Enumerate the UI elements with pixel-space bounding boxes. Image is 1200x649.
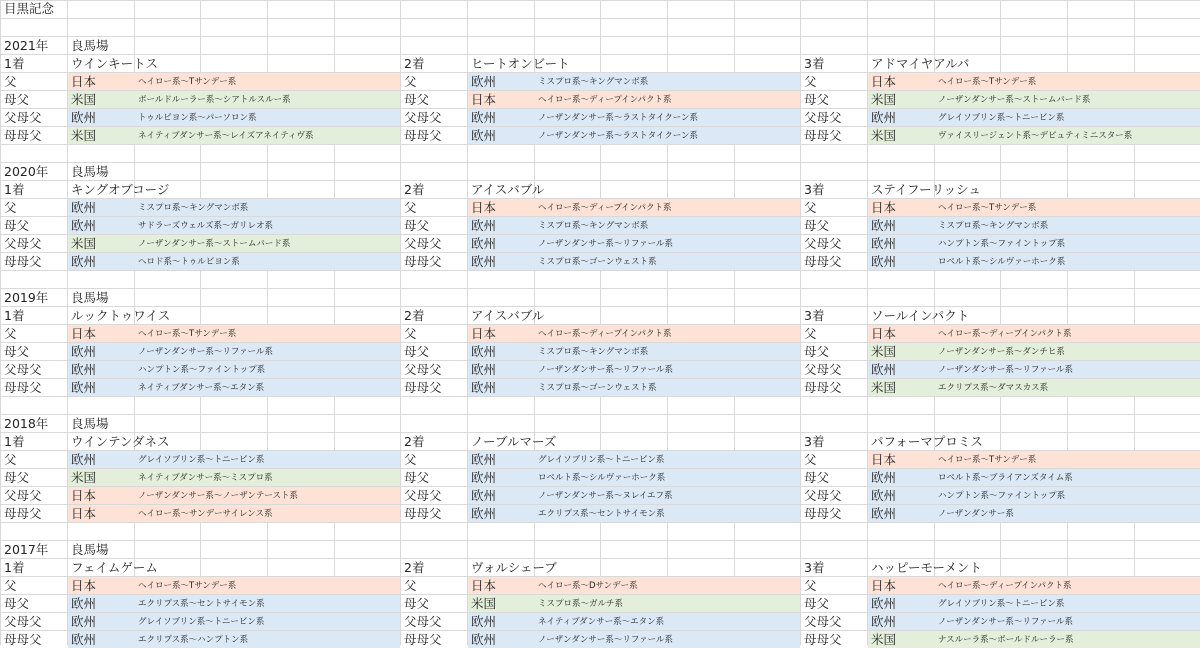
horse-name[interactable]: ヴォルシェーブ	[471, 559, 557, 575]
pedigree-region[interactable]: 欧州	[871, 595, 897, 611]
pedigree-region[interactable]: 欧州	[71, 379, 97, 395]
pedigree-relation[interactable]: 母父	[4, 91, 30, 107]
pedigree-relation[interactable]: 父母父	[4, 361, 42, 377]
pedigree-line[interactable]: ノーザンダンサー系～ダンチヒ系	[938, 346, 1065, 357]
pedigree-region[interactable]: 日本	[871, 325, 897, 341]
pedigree-relation[interactable]: 母父	[804, 469, 830, 485]
pedigree-line[interactable]: ノーザンダンサー系～リファール系	[938, 616, 1073, 627]
pedigree-region[interactable]: 日本	[71, 505, 97, 521]
pedigree-line[interactable]: ヘイロー系～Tサンデー系	[938, 202, 1037, 213]
pedigree-relation[interactable]: 父	[4, 451, 17, 467]
pedigree-relation[interactable]: 父母父	[4, 235, 42, 251]
pedigree-line[interactable]: ミスプロ系～ガルチ系	[538, 598, 624, 609]
pedigree-region[interactable]: 欧州	[871, 109, 897, 125]
pedigree-region[interactable]: 欧州	[471, 505, 497, 521]
pedigree-relation[interactable]: 父	[804, 73, 817, 89]
pedigree-region[interactable]: 欧州	[871, 217, 897, 233]
pedigree-region[interactable]: 欧州	[471, 379, 497, 395]
pedigree-region[interactable]: 日本	[471, 325, 497, 341]
pedigree-line[interactable]: エクリプス系～ダマスカス系	[938, 382, 1049, 393]
track-condition[interactable]: 良馬場	[71, 289, 109, 305]
pedigree-line[interactable]: ヴァイスリージェント系～デピュティミニスター系	[938, 130, 1133, 141]
finish-place[interactable]: 1着	[4, 55, 25, 71]
pedigree-line[interactable]: エクリプス系～セントサイモン系	[538, 508, 665, 519]
pedigree-relation[interactable]: 母母父	[804, 127, 842, 143]
pedigree-line[interactable]: ヘイロー系～ディープインパクト系	[938, 580, 1072, 591]
pedigree-line[interactable]: エクリプス系～セントサイモン系	[138, 598, 265, 609]
year-label[interactable]: 2018年	[4, 415, 49, 431]
pedigree-region[interactable]: 欧州	[471, 235, 497, 251]
year-label[interactable]: 2017年	[4, 541, 49, 557]
pedigree-line[interactable]: ノーザンダンサー系～リファール系	[938, 364, 1073, 375]
pedigree-relation[interactable]: 母母父	[4, 253, 42, 269]
pedigree-relation[interactable]: 父母父	[4, 613, 42, 629]
pedigree-region[interactable]: 欧州	[471, 73, 497, 89]
pedigree-line[interactable]: ミスプロ系～ゴーンウェスト系	[538, 256, 657, 267]
pedigree-relation[interactable]: 母母父	[4, 631, 42, 647]
pedigree-region[interactable]: 日本	[471, 199, 497, 215]
pedigree-region[interactable]: 欧州	[71, 613, 97, 629]
pedigree-region[interactable]: 米国	[71, 469, 97, 485]
pedigree-line[interactable]: ノーザンダンサー系～ヌレイエフ系	[538, 490, 673, 501]
track-condition[interactable]: 良馬場	[71, 37, 109, 53]
pedigree-line[interactable]: ヘイロー系～ディープインパクト系	[538, 94, 672, 105]
pedigree-region[interactable]: 欧州	[71, 199, 97, 215]
pedigree-region[interactable]: 米国	[871, 127, 897, 143]
pedigree-relation[interactable]: 母母父	[404, 253, 442, 269]
pedigree-relation[interactable]: 父母父	[404, 235, 442, 251]
pedigree-relation[interactable]: 母母父	[404, 631, 442, 647]
finish-place[interactable]: 2着	[404, 307, 425, 323]
pedigree-region[interactable]: 日本	[871, 577, 897, 593]
pedigree-line[interactable]: グレイソブリン系～トニービン系	[538, 454, 665, 465]
region-fill	[868, 505, 1200, 522]
pedigree-relation[interactable]: 父	[804, 325, 817, 341]
horse-name[interactable]: アドマイヤアルバ	[871, 55, 970, 71]
pedigree-relation[interactable]: 母父	[804, 595, 830, 611]
pedigree-line[interactable]: サドラーズウェルズ系～ガリレオ系	[138, 220, 273, 231]
pedigree-region[interactable]: 米国	[871, 631, 897, 647]
pedigree-line[interactable]: ナスルーラ系～ボールドルーラー系	[938, 634, 1074, 645]
pedigree-relation[interactable]: 母母父	[404, 379, 442, 395]
pedigree-relation[interactable]: 母父	[404, 91, 430, 107]
pedigree-line[interactable]: ヘイロー系～Dサンデー系	[538, 580, 638, 591]
pedigree-relation[interactable]: 父	[404, 325, 417, 341]
pedigree-region[interactable]: 欧州	[71, 595, 97, 611]
pedigree-relation[interactable]: 母父	[4, 469, 30, 485]
pedigree-relation[interactable]: 父母父	[804, 109, 842, 125]
pedigree-region[interactable]: 日本	[71, 73, 97, 89]
sheet-title[interactable]: 目黒記念	[4, 1, 55, 16]
pedigree-region[interactable]: 欧州	[71, 109, 97, 125]
pedigree-line[interactable]: トゥルビヨン系～パーソロン系	[138, 112, 257, 123]
pedigree-line[interactable]: グレイソブリン系～トニービン系	[938, 598, 1065, 609]
finish-place[interactable]: 2着	[404, 559, 425, 575]
pedigree-line[interactable]: ミスプロ系～キングマンボ系	[538, 220, 649, 231]
pedigree-relation[interactable]: 父	[4, 325, 17, 341]
pedigree-line[interactable]: ミスプロ系～ゴーンウェスト系	[538, 382, 657, 393]
pedigree-relation[interactable]: 父	[804, 199, 817, 215]
pedigree-line[interactable]: ノーザンダンサー系～リファール系	[138, 346, 273, 357]
pedigree-line[interactable]: ヘイロー系～Tサンデー系	[938, 454, 1037, 465]
pedigree-line[interactable]: ハンプトン系～ファイントップ系	[938, 238, 1066, 249]
pedigree-region[interactable]: 欧州	[71, 631, 97, 647]
pedigree-relation[interactable]: 母父	[804, 343, 830, 359]
pedigree-region[interactable]: 欧州	[471, 487, 497, 503]
pedigree-line[interactable]: エクリプス系～ハンプトン系	[138, 634, 249, 645]
pedigree-line[interactable]: ノーザンダンサー系～ストームバード系	[138, 238, 291, 249]
pedigree-line[interactable]: ロベルト系～ブライアンズタイム系	[938, 472, 1073, 483]
pedigree-relation[interactable]: 母父	[404, 595, 430, 611]
pedigree-region[interactable]: 欧州	[871, 235, 897, 251]
finish-place[interactable]: 1着	[4, 307, 25, 323]
pedigree-line[interactable]: ハンプトン系～ファイントップ系	[138, 364, 266, 375]
horse-name[interactable]: フェイムゲーム	[71, 559, 158, 575]
pedigree-region[interactable]: 欧州	[71, 217, 97, 233]
finish-place[interactable]: 2着	[404, 181, 425, 197]
pedigree-line[interactable]: ミスプロ系～キングマンボ系	[538, 76, 649, 87]
finish-place[interactable]: 1着	[4, 181, 25, 197]
horse-name[interactable]: ヒートオンビート	[471, 55, 570, 71]
pedigree-region[interactable]: 欧州	[71, 253, 97, 269]
pedigree-relation[interactable]: 父	[404, 199, 417, 215]
pedigree-region[interactable]: 米国	[71, 127, 97, 143]
pedigree-relation[interactable]: 母父	[804, 217, 830, 233]
pedigree-line[interactable]: ヘイロー系～ディープインパクト系	[538, 202, 672, 213]
pedigree-line[interactable]: グレイソブリン系～トニービン系	[138, 616, 265, 627]
finish-place[interactable]: 3着	[804, 55, 825, 71]
pedigree-region[interactable]: 欧州	[471, 361, 497, 377]
pedigree-region[interactable]: 米国	[871, 343, 897, 359]
pedigree-region[interactable]: 日本	[471, 577, 497, 593]
pedigree-relation[interactable]: 母父	[404, 217, 430, 233]
pedigree-relation[interactable]: 母母父	[804, 505, 842, 521]
pedigree-line[interactable]: ネイティブダンサー系～ミスプロ系	[138, 472, 273, 483]
pedigree-relation[interactable]: 父	[4, 577, 17, 593]
horse-name[interactable]: アイスバブル	[471, 307, 545, 323]
pedigree-region[interactable]: 米国	[871, 379, 897, 395]
track-condition[interactable]: 良馬場	[71, 163, 109, 179]
year-label[interactable]: 2021年	[4, 37, 49, 53]
track-condition[interactable]: 良馬場	[71, 541, 109, 557]
pedigree-region[interactable]: 欧州	[71, 343, 97, 359]
pedigree-line[interactable]: ヘロド系～トゥルビヨン系	[138, 256, 240, 267]
pedigree-line[interactable]: ノーザンダンサー系～ストームバード系	[938, 94, 1091, 105]
pedigree-region[interactable]: 欧州	[471, 109, 497, 125]
finish-place[interactable]: 2着	[404, 433, 425, 449]
pedigree-relation[interactable]: 父母父	[804, 235, 842, 251]
year-label[interactable]: 2020年	[4, 163, 49, 179]
pedigree-region[interactable]: 欧州	[871, 361, 897, 377]
pedigree-relation[interactable]: 母母父	[804, 631, 842, 647]
pedigree-line[interactable]: ミスプロ系～キングマンボ系	[538, 346, 649, 357]
year-label[interactable]: 2019年	[4, 289, 49, 305]
pedigree-region[interactable]: 日本	[471, 91, 497, 107]
pedigree-region[interactable]: 欧州	[471, 217, 497, 233]
pedigree-relation[interactable]: 父	[404, 451, 417, 467]
pedigree-region[interactable]: 日本	[71, 325, 97, 341]
pedigree-line[interactable]: ボールドルーラー系～シアトルスルー系	[138, 94, 291, 105]
pedigree-line[interactable]: ネイティブダンサー系～レイズアネイティヴ系	[138, 130, 314, 141]
pedigree-line[interactable]: ノーザンダンサー系	[938, 508, 1014, 519]
horse-name[interactable]: アイスバブル	[471, 181, 545, 197]
pedigree-line[interactable]: ミスプロ系～キングマンボ系	[938, 220, 1049, 231]
pedigree-line[interactable]: グレイソブリン系～トニービン系	[138, 454, 265, 465]
pedigree-relation[interactable]: 父	[404, 73, 417, 89]
pedigree-line[interactable]: ノーザンダンサー系～リファール系	[538, 364, 673, 375]
pedigree-region[interactable]: 欧州	[871, 469, 897, 485]
pedigree-region[interactable]: 日本	[71, 487, 97, 503]
pedigree-relation[interactable]: 父母父	[404, 109, 442, 125]
pedigree-relation[interactable]: 母母父	[804, 379, 842, 395]
pedigree-relation[interactable]: 父	[804, 451, 817, 467]
pedigree-relation[interactable]: 母母父	[804, 253, 842, 269]
pedigree-region[interactable]: 欧州	[871, 487, 897, 503]
pedigree-line[interactable]: ノーザンダンサー系～ノーザンテースト系	[138, 490, 298, 501]
finish-place[interactable]: 1着	[4, 433, 25, 449]
pedigree-relation[interactable]: 母母父	[404, 505, 442, 521]
pedigree-relation[interactable]: 父	[804, 577, 817, 593]
pedigree-region[interactable]: 米国	[71, 235, 97, 251]
pedigree-relation[interactable]: 母父	[4, 343, 30, 359]
pedigree-relation[interactable]: 父母父	[404, 613, 442, 629]
pedigree-line[interactable]: ヘイロー系～ディープインパクト系	[538, 328, 672, 339]
pedigree-region[interactable]: 欧州	[871, 253, 897, 269]
pedigree-relation[interactable]: 父母父	[804, 361, 842, 377]
pedigree-line[interactable]: ロベルト系～シルヴァーホーク系	[538, 472, 666, 483]
horse-name[interactable]: ウインキートス	[71, 55, 159, 71]
pedigree-relation[interactable]: 母父	[804, 91, 830, 107]
horse-name[interactable]: ルックトゥワイス	[71, 307, 171, 323]
pedigree-region[interactable]: 日本	[871, 73, 897, 89]
pedigree-relation[interactable]: 父母父	[804, 613, 842, 629]
pedigree-region[interactable]: 欧州	[871, 505, 897, 521]
horse-name[interactable]: ステイフーリッシュ	[871, 181, 981, 197]
finish-place[interactable]: 3着	[804, 181, 825, 197]
pedigree-line[interactable]: ヘイロー系～ディープインパクト系	[938, 328, 1072, 339]
pedigree-line[interactable]: ハンプトン系～ファイントップ系	[938, 490, 1066, 501]
pedigree-region[interactable]: 日本	[871, 199, 897, 215]
pedigree-region[interactable]: 日本	[871, 451, 897, 467]
pedigree-region[interactable]: 欧州	[471, 451, 497, 467]
pedigree-relation[interactable]: 母母父	[4, 379, 42, 395]
pedigree-relation[interactable]: 母父	[404, 469, 430, 485]
pedigree-line[interactable]: ネイティブダンサー系～エタン系	[138, 382, 265, 393]
horse-name[interactable]: ウインテンダネス	[71, 433, 170, 449]
finish-place[interactable]: 3着	[804, 559, 825, 575]
horse-name[interactable]: パフォーマプロミス	[871, 433, 983, 449]
pedigree-relation[interactable]: 父母父	[4, 109, 42, 125]
pedigree-region[interactable]: 欧州	[71, 361, 97, 377]
pedigree-region[interactable]: 欧州	[71, 451, 97, 467]
pedigree-region[interactable]: 欧州	[471, 469, 497, 485]
pedigree-line[interactable]: ミスプロ系～キングマンボ系	[138, 202, 249, 213]
finish-place[interactable]: 2着	[404, 55, 425, 71]
pedigree-line[interactable]: ヘイロー系～Tサンデー系	[938, 76, 1037, 87]
horse-name[interactable]: キングオブコージ	[71, 181, 170, 197]
pedigree-line[interactable]: ヘイロー系～Tサンデー系	[138, 328, 237, 339]
finish-place[interactable]: 1着	[4, 559, 25, 575]
pedigree-relation[interactable]: 父	[4, 199, 17, 215]
pedigree-line[interactable]: ノーザンダンサー系～ラストタイクーン系	[538, 130, 699, 141]
pedigree-line[interactable]: ネイティブダンサー系～エタン系	[538, 616, 665, 627]
region-fill	[468, 595, 800, 612]
pedigree-relation[interactable]: 母母父	[4, 505, 42, 521]
pedigree-relation[interactable]: 母父	[4, 595, 30, 611]
track-condition[interactable]: 良馬場	[71, 415, 109, 431]
pedigree-relation[interactable]: 父母父	[404, 361, 442, 377]
pedigree-relation[interactable]: 母父	[4, 217, 30, 233]
pedigree-region[interactable]: 米国	[71, 91, 97, 107]
pedigree-region[interactable]: 日本	[71, 577, 97, 593]
horse-name[interactable]: ハッピーモーメント	[871, 559, 982, 575]
finish-place[interactable]: 3着	[804, 433, 825, 449]
pedigree-line[interactable]: ロベルト系～シルヴァーホーク系	[938, 256, 1066, 267]
pedigree-region[interactable]: 欧州	[471, 343, 497, 359]
pedigree-line[interactable]: ノーザンダンサー系～リファール系	[538, 634, 673, 645]
pedigree-region[interactable]: 欧州	[471, 253, 497, 269]
pedigree-relation[interactable]: 父母父	[404, 487, 442, 503]
pedigree-region[interactable]: 欧州	[471, 613, 497, 629]
pedigree-relation[interactable]: 父	[404, 577, 417, 593]
pedigree-relation[interactable]: 母母父	[4, 127, 42, 143]
pedigree-line[interactable]: ヘイロー系～サンデーサイレンス系	[138, 508, 273, 519]
pedigree-line[interactable]: ヘイロー系～Tサンデー系	[138, 76, 237, 87]
horse-name[interactable]: ノーブルマーズ	[471, 433, 557, 449]
pedigree-line[interactable]: グレイソブリン系～トニービン系	[938, 112, 1065, 123]
pedigree-region[interactable]: 米国	[871, 91, 897, 107]
pedigree-relation[interactable]: 父母父	[4, 487, 42, 503]
pedigree-relation[interactable]: 母母父	[404, 127, 442, 143]
pedigree-line[interactable]: ノーザンダンサー系～リファール系	[538, 238, 673, 249]
pedigree-line[interactable]: ノーザンダンサー系～ラストタイクーン系	[538, 112, 699, 123]
finish-place[interactable]: 3着	[804, 307, 825, 323]
pedigree-region[interactable]: 欧州	[871, 613, 897, 629]
pedigree-region[interactable]: 欧州	[471, 631, 497, 647]
horse-name[interactable]: ソールインパクト	[871, 307, 970, 323]
pedigree-relation[interactable]: 父母父	[804, 487, 842, 503]
pedigree-region[interactable]: 米国	[471, 595, 497, 611]
pedigree-line[interactable]: ヘイロー系～Tサンデー系	[138, 580, 237, 591]
pedigree-relation[interactable]: 母父	[404, 343, 430, 359]
pedigree-relation[interactable]: 父	[4, 73, 17, 89]
pedigree-region[interactable]: 欧州	[471, 127, 497, 143]
